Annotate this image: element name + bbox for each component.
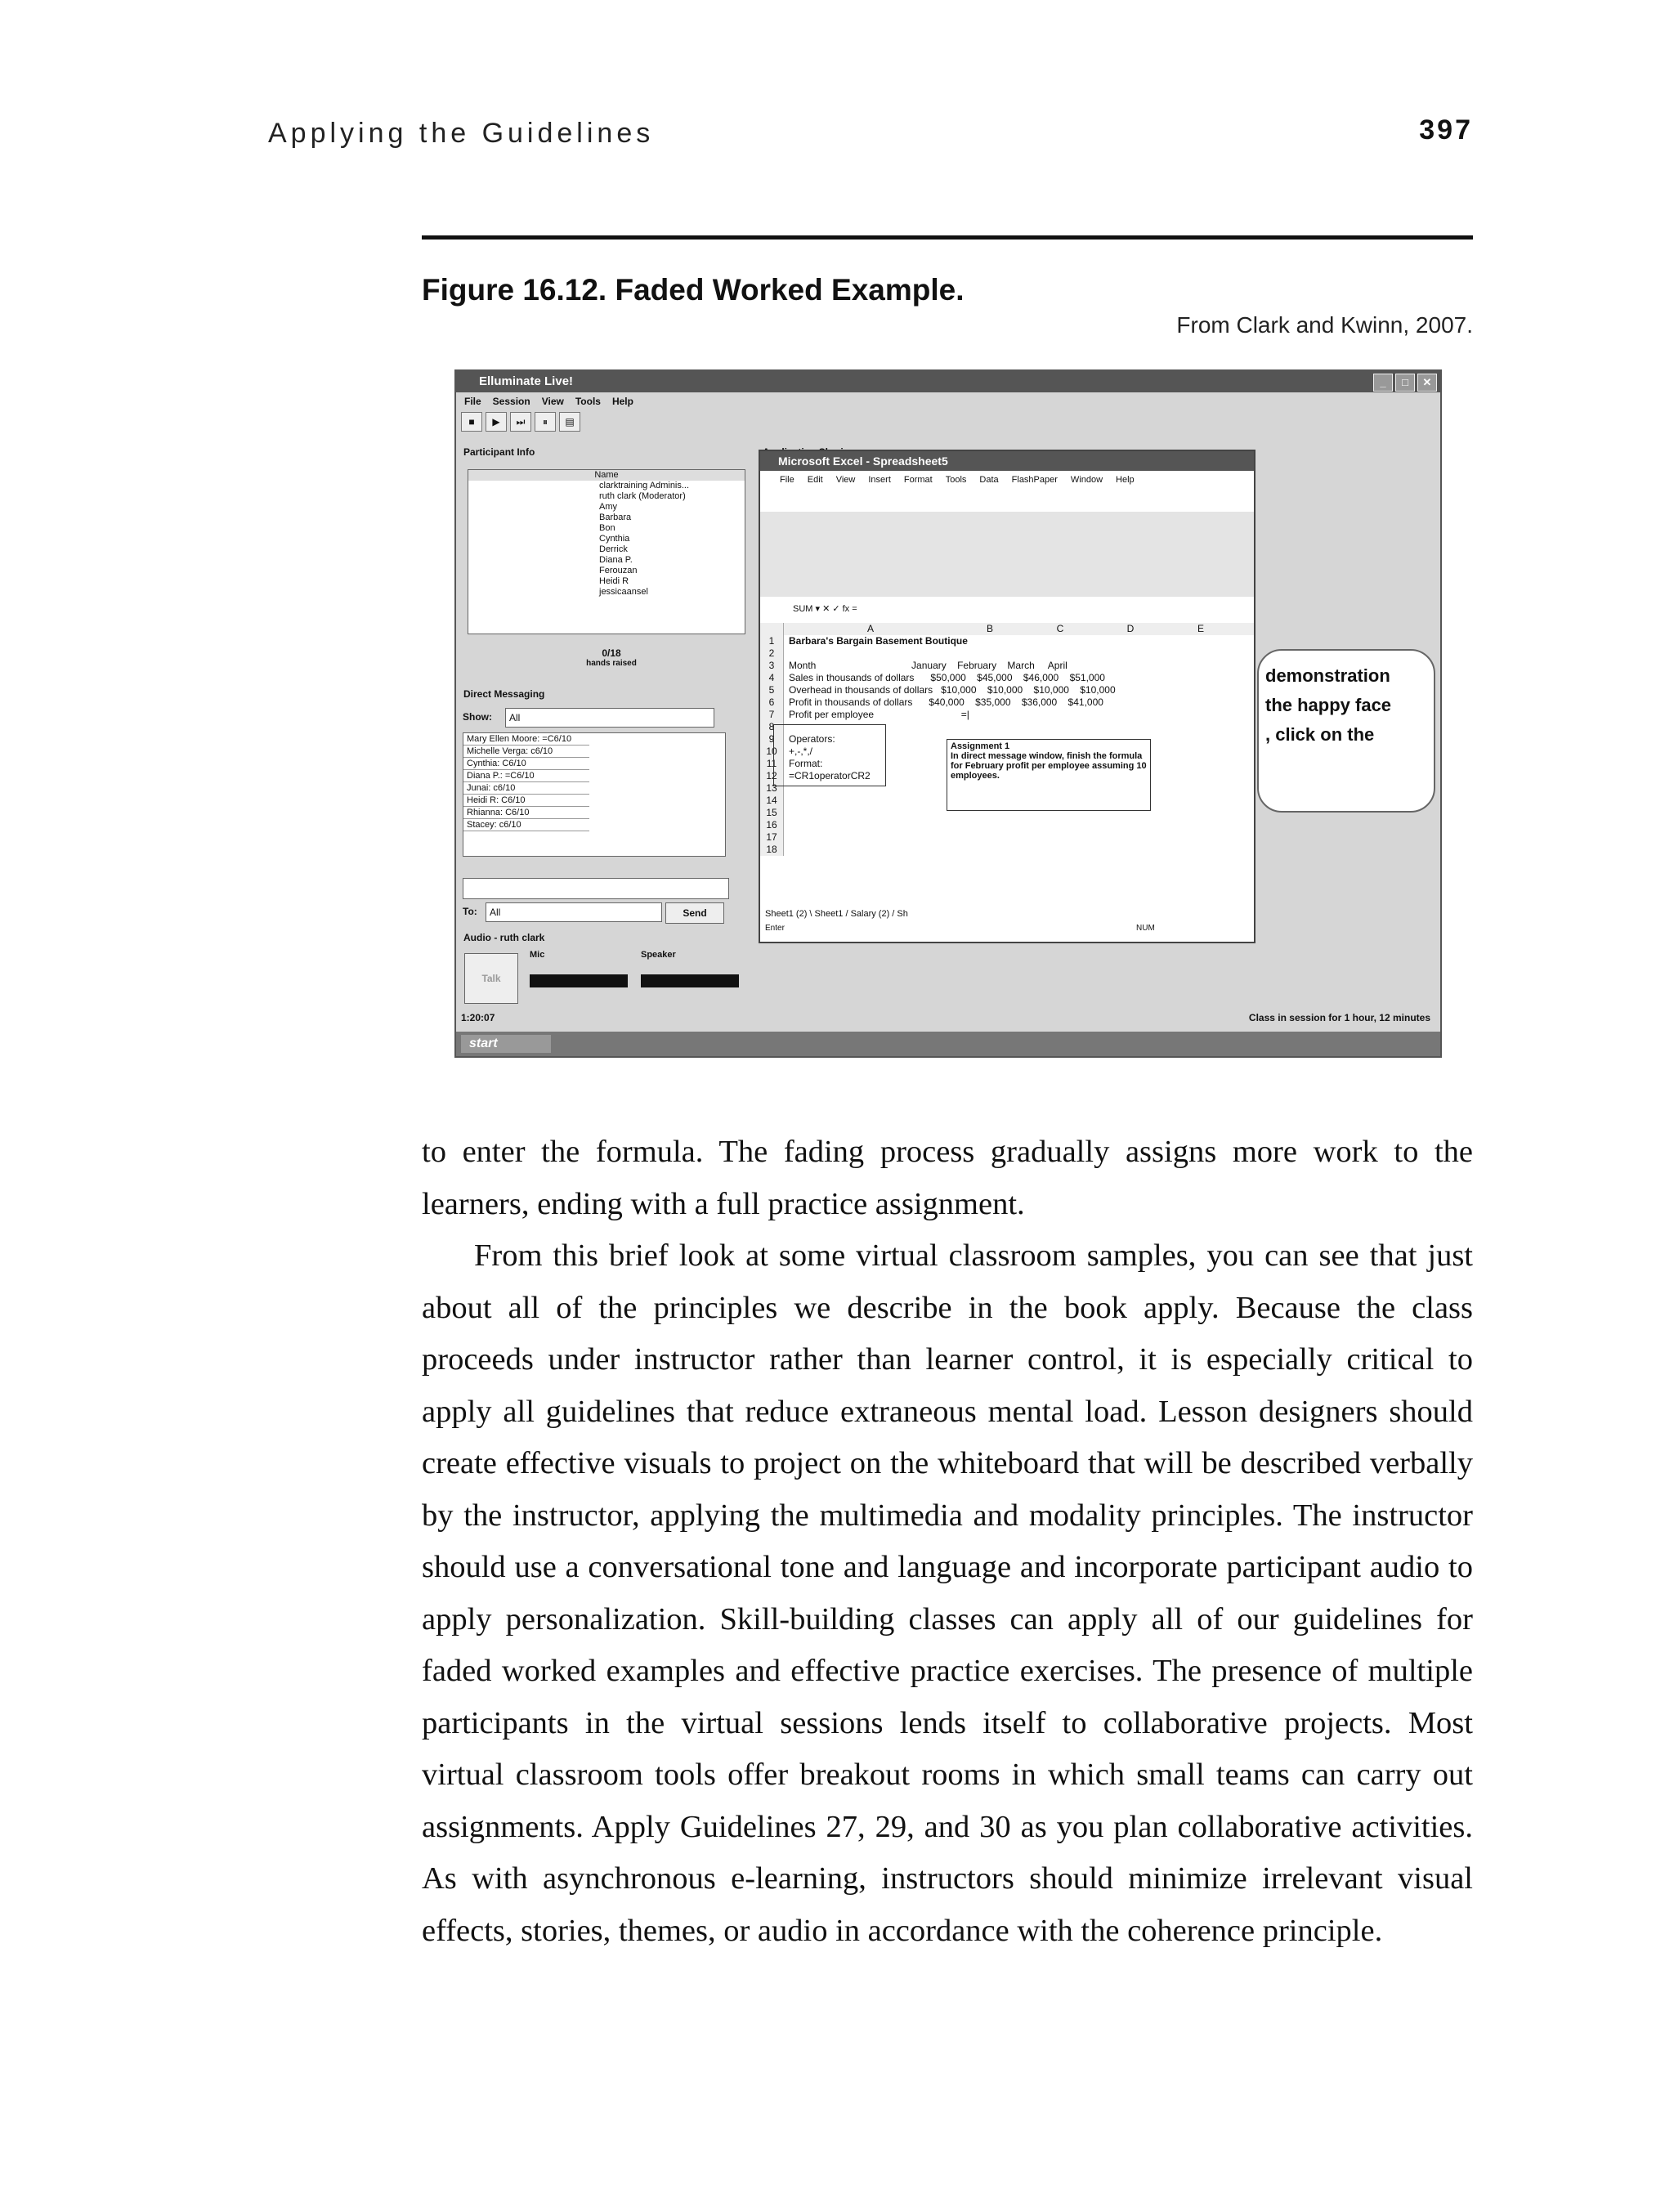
page-number: 397 bbox=[1419, 114, 1473, 146]
hands-raised bbox=[538, 647, 685, 668]
hands-count: 0/18 bbox=[602, 647, 621, 659]
direct-messaging-label: Direct Messaging bbox=[461, 688, 547, 700]
participant-item[interactable]: Cynthia bbox=[599, 534, 630, 544]
row-cell[interactable] bbox=[784, 807, 789, 819]
formula-bar[interactable]: SUM ▾ ✕ ✓ fx = bbox=[793, 604, 857, 614]
row-cell[interactable] bbox=[784, 647, 789, 660]
row-number: 17 bbox=[760, 831, 784, 844]
column-header: D bbox=[1126, 623, 1135, 634]
participant-item[interactable]: ruth clark (Moderator) bbox=[599, 491, 686, 501]
row-number: 2 bbox=[760, 647, 784, 660]
to-select[interactable]: All bbox=[486, 902, 662, 922]
excel-menu-item[interactable]: File bbox=[780, 475, 794, 485]
corner-cell bbox=[760, 623, 784, 635]
menu-item[interactable]: Tools bbox=[575, 396, 601, 407]
minimize-icon[interactable]: _ bbox=[1373, 374, 1393, 392]
column-header: A bbox=[866, 623, 874, 634]
show-label: Show: bbox=[463, 711, 492, 723]
assignment-text: In direct message window, finish the formula for February profit per employee assuming 10 employees. bbox=[951, 751, 1147, 781]
app-menubar bbox=[456, 392, 1440, 410]
figure-credit: From Clark and Kwinn, 2007. bbox=[1176, 312, 1473, 338]
table-row bbox=[760, 660, 1254, 672]
audio-label: Audio - ruth clark bbox=[461, 932, 547, 943]
show-select[interactable]: All bbox=[505, 708, 714, 728]
pause-icon[interactable]: ⏸ bbox=[535, 412, 556, 432]
maximize-icon[interactable]: □ bbox=[1395, 374, 1415, 392]
taskbar bbox=[456, 1032, 1440, 1056]
row-number: 9 bbox=[760, 733, 784, 746]
message-input[interactable] bbox=[463, 878, 729, 899]
participant-info-label: Participant Info bbox=[461, 446, 537, 458]
speaker-label: Speaker bbox=[641, 950, 676, 960]
row-cell[interactable] bbox=[784, 844, 789, 856]
figure-caption: Figure 16.12. Faded Worked Example. bbox=[422, 273, 965, 307]
app-titlebar bbox=[456, 371, 1440, 392]
menu-item[interactable]: File bbox=[464, 396, 481, 407]
menu-item[interactable]: Session bbox=[492, 396, 530, 407]
row-cell[interactable] bbox=[784, 795, 789, 807]
message-item: Diana P.: =C6/10 bbox=[463, 770, 589, 782]
row-number: 7 bbox=[760, 709, 784, 721]
row-cell[interactable]: Month January February March April bbox=[789, 660, 1068, 671]
session-status-bar bbox=[461, 1012, 1434, 1023]
column-header: B bbox=[986, 623, 993, 634]
bubble-line: , click on the bbox=[1265, 724, 1375, 745]
excel-menu-item[interactable]: Window bbox=[1070, 475, 1103, 485]
table-row bbox=[760, 635, 1254, 647]
row-cell[interactable] bbox=[784, 819, 789, 831]
excel-menu-item[interactable]: Edit bbox=[807, 475, 823, 485]
menu-item[interactable]: View bbox=[541, 396, 564, 407]
message-item: Mary Ellen Moore: =C6/10 bbox=[463, 733, 589, 746]
row-cell[interactable]: Barbara's Bargain Basement Boutique bbox=[789, 635, 968, 647]
column-header: C bbox=[1056, 623, 1064, 634]
excel-menu-item[interactable]: Insert bbox=[868, 475, 891, 485]
row-cell[interactable]: =CR1operatorCR2 bbox=[789, 770, 871, 781]
row-number: 12 bbox=[760, 770, 784, 782]
assignment-box bbox=[947, 739, 1151, 811]
row-number: 15 bbox=[760, 807, 784, 819]
close-icon[interactable]: ✕ bbox=[1417, 374, 1437, 392]
row-number: 11 bbox=[760, 758, 784, 770]
figure-screenshot bbox=[454, 369, 1442, 1058]
mic-meter bbox=[530, 974, 628, 987]
excel-menu-item[interactable]: FlashPaper bbox=[1011, 475, 1058, 485]
participant-list[interactable] bbox=[468, 469, 745, 634]
bubble-line: demonstration bbox=[1265, 665, 1390, 686]
play-icon[interactable]: ▶ bbox=[486, 412, 507, 432]
bubble-line: the happy face bbox=[1265, 695, 1392, 715]
stop-icon[interactable]: ■ bbox=[461, 412, 482, 432]
excel-menu-item[interactable]: Data bbox=[979, 475, 999, 485]
hands-label: hands raised bbox=[586, 659, 637, 668]
row-cell[interactable]: Operators: bbox=[789, 733, 835, 745]
table-row bbox=[760, 831, 1254, 844]
excel-menu-item[interactable]: Help bbox=[1116, 475, 1135, 485]
row-number: 5 bbox=[760, 684, 784, 696]
participant-item[interactable]: Diana P. bbox=[599, 555, 633, 565]
excel-menu-item[interactable]: Tools bbox=[945, 475, 967, 485]
session-status: Class in session for 1 hour, 12 minutes bbox=[1248, 1012, 1430, 1023]
to-label: To: bbox=[463, 906, 477, 917]
excel-status-left: Enter bbox=[765, 924, 785, 933]
table-row bbox=[760, 684, 1254, 696]
app-title: Elluminate Live! bbox=[479, 374, 574, 388]
message-item: Cynthia: C6/10 bbox=[463, 758, 589, 770]
excel-menubar bbox=[760, 471, 1254, 489]
participant-item[interactable]: jessicaansel bbox=[599, 587, 648, 597]
session-timer: 1:20:07 bbox=[461, 1012, 495, 1023]
layout-icon[interactable]: ▤ bbox=[559, 412, 580, 432]
table-row bbox=[760, 844, 1254, 856]
row-number: 16 bbox=[760, 819, 784, 831]
instruction-bubble bbox=[1257, 649, 1435, 813]
excel-menu-item[interactable]: Format bbox=[903, 475, 933, 485]
start-button[interactable]: start bbox=[461, 1035, 551, 1053]
mic-label: Mic bbox=[530, 950, 545, 960]
row-number: 8 bbox=[760, 721, 784, 733]
running-head: Applying the Guidelines bbox=[268, 118, 655, 149]
assignment-title: Assignment 1 bbox=[951, 741, 1010, 751]
paragraph-2: From this brief look at some virtual classroom samples, you can see that just about all of the principles we describe in the book apply. Because the class proceeds under instructor rather than learner control, it is especially critical to apply all guidelines that reduce extraneous mental load. Lesson designers should create effective visuals to project on the whiteboard that will be described verbally by the instructor, applying the multimedia and modality principles. The instructor should use a conversational tone and language and incorporate participant audio to apply personalization. Skill-building classes can apply all of our guidelines for faded worked examples and effective practice exercises. The presence of multiple participants in the virtual sessions lends itself to collaborative projects. Most virtual classroom tools offer breakout rooms in which small teams can carry out assignments. Apply Guidelines 27, 29, and 30 as you plan collaborative activities. As with asynchronous e-learning, instructors should minimize irrelevant visual effects, stories, themes, or audio in accordance with the coherence principle. bbox=[422, 1238, 1473, 1948]
message-list[interactable] bbox=[463, 732, 726, 857]
row-number: 13 bbox=[760, 782, 784, 795]
paragraph-1: to enter the formula. The fading process gradually assigns more work to the learners, ending with a full practice assignment. bbox=[422, 1135, 1473, 1221]
body-text bbox=[422, 1126, 1473, 1957]
message-item: Michelle Verga: c6/10 bbox=[463, 746, 589, 758]
skip-icon[interactable]: ⏭ bbox=[510, 412, 531, 432]
row-number: 14 bbox=[760, 795, 784, 807]
excel-status-right: NUM bbox=[1136, 924, 1155, 933]
menu-item[interactable]: Help bbox=[611, 396, 633, 407]
participant-item[interactable]: Derrick bbox=[599, 544, 628, 554]
participant-item[interactable]: clarktraining Adminis... bbox=[599, 481, 690, 490]
speaker-meter bbox=[641, 974, 739, 987]
excel-toolbars bbox=[760, 512, 1254, 597]
figure-rule bbox=[422, 235, 1473, 240]
row-cell[interactable]: Format: bbox=[789, 758, 823, 769]
operators-box bbox=[773, 724, 886, 786]
message-item: Stacey: c6/10 bbox=[463, 819, 589, 831]
message-item: Rhianna: C6/10 bbox=[463, 807, 589, 819]
row-cell[interactable]: Sales in thousands of dollars $50,000 $45,000 $46,000 $51,000 bbox=[789, 672, 1105, 683]
row-number: 6 bbox=[760, 696, 784, 709]
row-number: 1 bbox=[760, 635, 784, 647]
excel-menu-item[interactable]: View bbox=[835, 475, 856, 485]
talk-button[interactable]: Talk bbox=[464, 953, 518, 1004]
participant-item[interactable]: Heidi R bbox=[599, 576, 629, 586]
excel-title: Microsoft Excel - Spreadsheet5 bbox=[760, 451, 1254, 471]
message-item: Junai: c6/10 bbox=[463, 782, 589, 795]
window-controls bbox=[1373, 374, 1437, 392]
row-number: 10 bbox=[760, 746, 784, 758]
participant-item[interactable]: Ferouzan bbox=[599, 566, 638, 575]
participant-item[interactable]: Amy bbox=[599, 502, 617, 512]
row-number: 18 bbox=[760, 844, 784, 856]
row-number: 4 bbox=[760, 672, 784, 684]
row-cell[interactable]: Profit in thousands of dollars $40,000 $35,000 $36,000 $41,000 bbox=[789, 696, 1103, 708]
row-cell[interactable] bbox=[784, 831, 789, 844]
message-item: Heidi R: C6/10 bbox=[463, 795, 589, 807]
participant-item[interactable]: Bon bbox=[599, 523, 615, 533]
row-cell[interactable]: +,-,*,/ bbox=[789, 746, 813, 757]
sheet-tabs[interactable]: Sheet1 (2) \ Sheet1 / Salary (2) / Sh bbox=[765, 909, 908, 919]
row-number: 3 bbox=[760, 660, 784, 672]
excel-window bbox=[759, 450, 1256, 943]
participant-item[interactable]: Barbara bbox=[599, 513, 632, 522]
table-row bbox=[760, 647, 1254, 660]
row-cell[interactable]: Profit per employee =| bbox=[789, 709, 969, 720]
app-toolbar bbox=[461, 412, 580, 433]
participant-list-header: Name bbox=[468, 470, 745, 481]
table-row bbox=[760, 672, 1254, 684]
table-row bbox=[760, 819, 1254, 831]
table-row bbox=[760, 709, 1254, 721]
send-button[interactable]: Send bbox=[665, 902, 724, 924]
row-cell[interactable]: Overhead in thousands of dollars $10,000 $10,000 $10,000 $10,000 bbox=[789, 684, 1116, 696]
column-header-row bbox=[760, 623, 1254, 635]
table-row bbox=[760, 696, 1254, 709]
column-header: E bbox=[1197, 623, 1204, 634]
